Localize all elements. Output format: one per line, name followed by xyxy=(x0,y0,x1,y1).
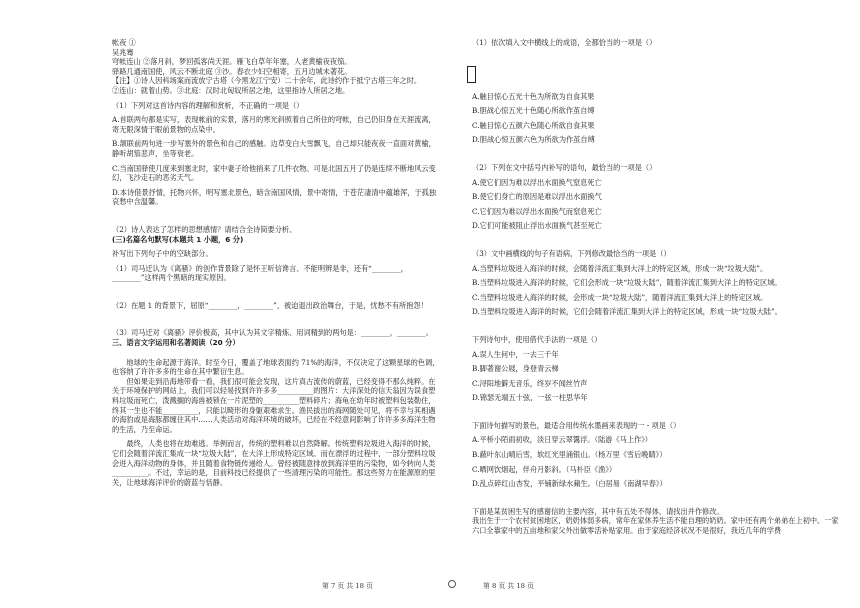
fill-blank-question: （2）在题 1 的背景下，屈原“________，________”，被迫退出政治舞台，于是，忧愁不有所抱怨！ xyxy=(112,300,428,310)
answer-bracket-box xyxy=(467,66,476,83)
option-c: C.浔阳地僻无音乐，终岁不闻丝竹声 xyxy=(472,378,588,388)
fill-blank-question: （1）司马迁认为《离骚》的创作背景除了是怀王听信谗言、不能明辨是非，还有“________，________”这样两个黑暗的现实原因。 xyxy=(112,263,408,283)
option-c: C.触目惊心五颜六色随心所欲自食其果 xyxy=(472,120,595,130)
poem-line: 驿路几通南国使，风云不断北庭 ③沙。春衣少妇空相寄，五月边城未著花。 xyxy=(112,66,352,76)
question-title: （3）文中画横线的句子有语病，下列修改最恰当的一项是（） xyxy=(472,248,671,258)
passage-paragraph: 最终，人类也将在劫难逃。举例而言，传统的塑料难以自然降解。传统塑料垃圾进入海洋的时候，它们会随着洋流汇集成一块“垃圾大陆”，在大洋上形成特定区域。而在漂浮的过程中，一部分塑料垃圾会进入海洋动物的身体，并且随着食物链传递给人。曾经被随意排放到海洋里的污染物，如今转向人类__________。不过，幸运的是，目前科技已经提供了一些清理污染的可能性。那这些努力在能源原的里关，让地球海洋评价的蔚蓝与恬静。 xyxy=(112,439,436,487)
option-d: D.胆战心惊五颜六色为所欲为作茧自缚 xyxy=(472,135,595,145)
option-b: B.胆战心惊五光十色随心所欲作茧自缚 xyxy=(472,106,595,116)
question-title: （2）诗人表达了怎样的思想感情？请结合全诗简要分析。 xyxy=(112,224,297,234)
page-number-left: 第 7 页 共 18 页 xyxy=(322,582,373,590)
passage-paragraph: 但如果走到沿海地带看一看，我们很可能会发现，这片真古流传的蔚蓝，已经变得不那么纯粹。在关于环境保护的网站上，我们可以轻易找到许许多多__________的图片：大洋深处的信天翁因为误食塑料垃圾而死亡，泼溅搁的海兽被锁在一片泥塑的__________塑料碎片；海龟在幼年时被塑料包装勒住，终其一生也不能__________，只能以畸形的身躯艰难求生。渔民拔出的海网随处可见，将不幸与其相遇的海豹或是海豚都缠住其中……人类活动对海洋环境的破坏，已经在不经意间影响了许许多多海洋生物的生活，乃至命运。 xyxy=(112,376,436,434)
option-c: C.晒网饮烟起，伴舟月影斜。（马朴臣《渔》） xyxy=(472,464,617,474)
section-heading: 三、语言文字运用和名著阅读（20 分） xyxy=(112,338,240,348)
passage-paragraph: 地球的生命起源于海洋。时至今日，覆盖了地球表面约 71%的海洋，不仅决定了这颗星球的色调，也容纳了许许多多的生命在其中繁衍生息。 xyxy=(112,357,440,377)
instruction-text: 补写出下列句子中的空缺部分。 xyxy=(112,249,213,259)
option-a: A.使它们因为难以浮出水面换气窒息死亡 xyxy=(472,177,602,187)
poem-line: 穹帐连山 ②落月斜，梦回孤客尚天涯。雁飞白草年年塞，人老黄榆夜夜笳。 xyxy=(112,57,352,67)
option-d: D.本诗借景抒情，托物兴怀，明写塞北景色，暗含南国风情，景中寄情，于苍茫凄清中蕴雄浑，于孤独哀愁中含温馨。 xyxy=(112,187,437,207)
option-a: A.平桥小陌雨初收，淡日穿云翠霭浮。（陆游《马上作》） xyxy=(472,435,652,445)
poem-block xyxy=(112,38,442,96)
question-title: 下面诗句描写的景色，最适合用传统水墨画来表现的一 - 项是（） xyxy=(472,420,681,430)
right-page xyxy=(452,0,860,608)
option-a: A.触目惊心五光十色为所欲为自食其果 xyxy=(472,91,595,101)
poem-note: 【注】①诗人因科场案而流放宁古塔（今黑龙江宁安）二十余年，此诗约作于抵宁古塔三年之时。 xyxy=(112,76,422,86)
right-column xyxy=(472,38,842,536)
option-b: B.脚著谢公屐，身登青云梯 xyxy=(472,364,559,374)
option-a: A.当塑料垃圾进入海洋的时候，会随着洋流汇集到大洋上的特定区域，形成一块“垃圾大陆”。 xyxy=(472,263,768,273)
option-d: D.锦瑟无端五十弦，一弦一柱思华年 xyxy=(472,393,588,403)
page-number-right: 第 8 页 共 18 页 xyxy=(483,582,534,590)
fill-blank-question: （3）司马迁对《离骚》评价极高，其中认为其文字精炼、用词精到的两句是：________，________。 xyxy=(112,328,433,338)
question-title: 下面是某贫困生写的感谢信的主要内容，其中有五处不得体，请找出并作修改。 xyxy=(472,506,724,516)
question-title: （1）下列对这首诗内容的理解和赏析，不正确的一项是（） xyxy=(112,100,304,110)
page-divider-circle xyxy=(448,580,456,588)
option-d: D.乱点碎红山杏发，平铺新绿水蘋生。（白居易《南湖早春》） xyxy=(472,479,667,489)
question-title: （1）依次填入文中横线上的成语，全都恰当的一项是（） xyxy=(472,38,657,47)
option-c: C.当南国驿使几度来到塞北时，家中妻子给他捎来了几件衣物。可是北国五月了仍是连续不断地风云变幻，飞沙走石的恶劣天气。 xyxy=(112,163,436,183)
poem-author: 吴兆骞 xyxy=(112,47,134,57)
option-b: B.颔联前两句进一步写塞外的景色和自己的感触。边草变白大雪飘飞，自己却只能夜夜一直面对黄榆，静听胡笳悲声，坐等衰老。 xyxy=(112,139,436,158)
poem-title: 帐夜 ① xyxy=(112,38,136,47)
option-b: B.蔽叶东山晴后雪，软红光里涌银山。（杨万里《雪后晚睛》） xyxy=(472,450,667,460)
option-d: D.它们可能被阻止浮出水面换气甚至死亡 xyxy=(472,221,602,231)
question-title: （2）下列在文中括号内补写的语句，最恰当的一项是（） xyxy=(472,162,657,172)
option-d: D.当塑料垃圾进入海洋的时候，它们会随着洋流汇集到大洋上的特定区域，形成一块“垃圾大陆”。 xyxy=(472,307,782,317)
section-heading: (三)名篇名句默写(本题共 1 小题，6 分) xyxy=(112,234,244,244)
question-title: 下列诗句中，使用借代手法的一项是（） xyxy=(472,334,602,344)
option-a: A.首联两句都是实写，表现帐前的实景，落月的寒光斜照着自己所住的穹帐，自己仍旧身在天涯流离，寄无限深情于眼前景物的点染中。 xyxy=(112,115,436,134)
option-c: C.当塑料垃圾进入海洋的时候，会形成一块“垃圾大陆”，随着洋流汇集到大洋上的特定区域。 xyxy=(472,292,768,302)
option-b: B.使它们身亡的原因是难以浮出水面换气 xyxy=(472,192,602,202)
poem-note: ②连山：就着山势。③北庭：汉时北匈奴所居之地，这里指诗人所居之地。 xyxy=(112,85,350,95)
option-c: C.它们因为难以浮出水面换气而窒息死亡 xyxy=(472,206,602,216)
letter-text: 我出生于一个农村贫困地区，奶奶体弱多病，常年在家休养生活不能自理的奶奶。家中还有两个弟弟在上初中。一家六口全靠家中的五亩地和家父外出做零活补贴家用。由于家庭经济状况不是很好，我近几年的学费 xyxy=(472,516,839,536)
option-b: B.当塑料垃圾进入海洋的时候，它们会形成一块“垃圾大陆”，随着洋流汇集到大洋上的特定区域。 xyxy=(472,278,782,288)
left-column xyxy=(112,38,442,487)
option-a: A.误人生何中，一去三千年 xyxy=(472,349,559,359)
